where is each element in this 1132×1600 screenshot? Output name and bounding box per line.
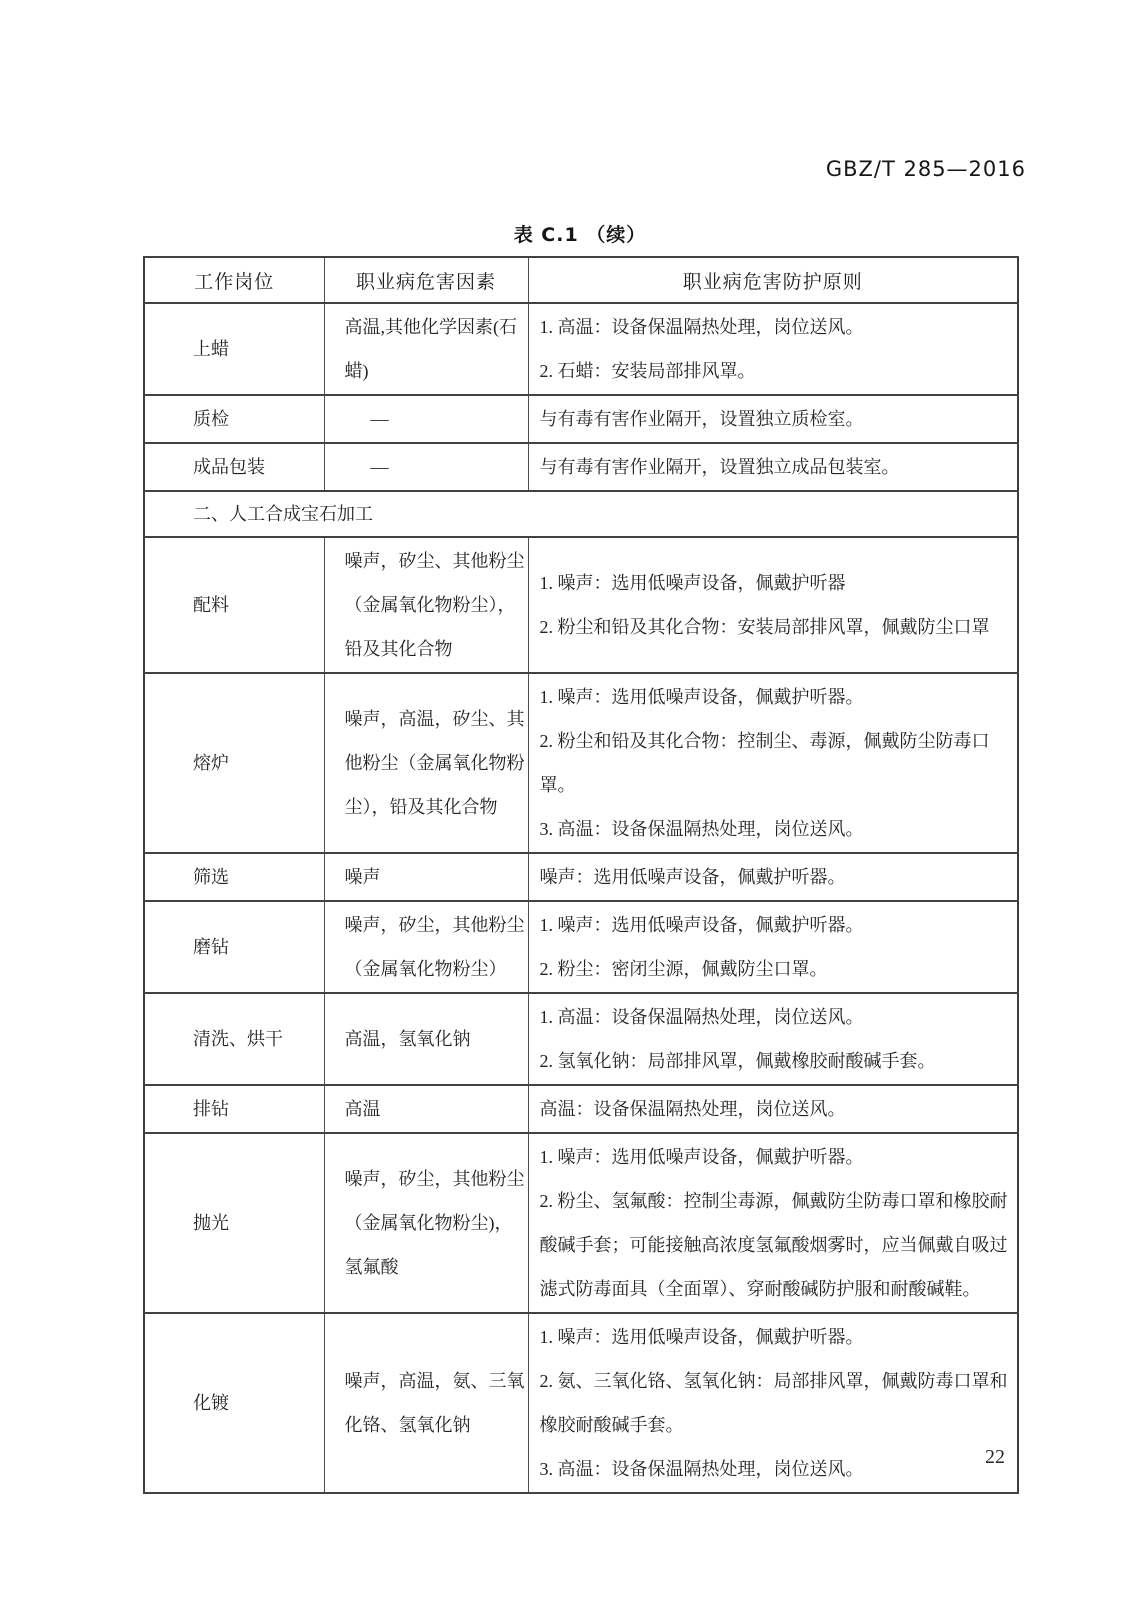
table-title: 表 C.1 （续） [513, 224, 647, 246]
cell-factors [324, 395, 528, 443]
principle-item: 2. 粉尘和铅及其化合物：控制尘、毒源，佩戴防尘防毒口罩。 [539, 731, 990, 795]
cell-principles [528, 443, 1018, 491]
header-row [144, 257, 1018, 303]
cell-position: 磨钻 [144, 901, 324, 993]
cell-position: 筛选 [144, 853, 324, 901]
factors-text: 噪声 [344, 867, 381, 887]
cell-position: 上蜡 [144, 303, 324, 395]
column-header-position: 工作岗位 [144, 257, 324, 303]
table-row [144, 1085, 1018, 1133]
factors-text: 噪声，矽尘，其他粉尘（金属氧化物粉尘） [344, 915, 525, 979]
section-label: 二、人工合成宝石加工 [144, 491, 1018, 537]
principle-item: 高温：设备保温隔热处理，岗位送风。 [539, 1099, 846, 1119]
hazard-table [143, 256, 1019, 1494]
principle-item: 与有毒有害作业隔开，设置独立质检室。 [539, 409, 864, 429]
principle-item: 1. 高温：设备保温隔热处理，岗位送风。 [539, 1007, 864, 1027]
cell-principles [528, 993, 1018, 1085]
page-number: 22 [985, 1446, 1005, 1468]
cell-principles [528, 303, 1018, 395]
factors-text: 噪声，高温，矽尘、其他粉尘（金属氧化物粉尘），铅及其化合物 [344, 709, 525, 817]
principle-item: 2. 粉尘、氢氟酸：控制尘毒源，佩戴防尘防毒口罩和橡胶耐酸碱手套；可能接触高浓度氢氟酸烟雾时，应当佩戴自吸过滤式防毒面具（全面罩）、穿耐酸碱防护服和耐酸碱鞋。 [539, 1191, 1008, 1299]
factors-text: 高温 [344, 1099, 381, 1119]
principle-item: 1. 噪声：选用低噪声设备，佩戴护听器。 [539, 687, 864, 707]
cell-factors [324, 537, 528, 673]
cell-factors [324, 443, 528, 491]
cell-factors [324, 673, 528, 853]
table-row [144, 1133, 1018, 1313]
standard-number: GBZ/T 285—2016 [825, 157, 1026, 181]
cell-factors [324, 1313, 528, 1493]
column-header-factors: 职业病危害因素 [324, 257, 528, 303]
table-row [144, 395, 1018, 443]
principle-item: 噪声：选用低噪声设备，佩戴护听器。 [539, 867, 846, 887]
cell-factors [324, 303, 528, 395]
principle-item: 2. 石蜡：安装局部排风罩。 [539, 361, 756, 381]
table-row [144, 1313, 1018, 1493]
principle-item: 1. 噪声：选用低噪声设备，佩戴护听器。 [539, 1327, 864, 1347]
column-header-principles: 职业病危害防护原则 [528, 257, 1018, 303]
section-row [144, 491, 1018, 537]
cell-factors [324, 993, 528, 1085]
cell-factors [324, 1085, 528, 1133]
table-row [144, 673, 1018, 853]
cell-position: 配料 [144, 537, 324, 673]
cell-factors [324, 901, 528, 993]
cell-position: 化镀 [144, 1313, 324, 1493]
table-row [144, 443, 1018, 491]
factors-text: 噪声，高温，氨、三氧化铬、氢氧化钠 [344, 1371, 525, 1435]
cell-principles [528, 853, 1018, 901]
cell-principles [528, 537, 1018, 673]
principle-item: 3. 高温：设备保温隔热处理，岗位送风。 [539, 819, 864, 839]
cell-position: 成品包装 [144, 443, 324, 491]
cell-position: 排钻 [144, 1085, 324, 1133]
table-row [144, 303, 1018, 395]
principle-item: 1. 噪声：选用低噪声设备，佩戴护听器。 [539, 915, 864, 935]
cell-position: 熔炉 [144, 673, 324, 853]
cell-factors [324, 1133, 528, 1313]
principle-item: 1. 噪声：选用低噪声设备，佩戴护听器。 [539, 1147, 864, 1167]
principle-item: 3. 高温：设备保温隔热处理，岗位送风。 [539, 1459, 864, 1479]
cell-position: 清洗、烘干 [144, 993, 324, 1085]
cell-principles [528, 1133, 1018, 1313]
cell-principles [528, 395, 1018, 443]
principle-item: 2. 粉尘：密闭尘源，佩戴防尘口罩。 [539, 959, 828, 979]
table-row [144, 901, 1018, 993]
table-row [144, 853, 1018, 901]
factors-text: — [370, 409, 389, 429]
table-body [144, 303, 1018, 1493]
cell-position: 质检 [144, 395, 324, 443]
factors-text: 高温，氢氧化钠 [344, 1029, 471, 1049]
cell-factors [324, 853, 528, 901]
principle-item: 2. 氨、三氧化铬、氢氧化钠：局部排风罩，佩戴防毒口罩和橡胶耐酸碱手套。 [539, 1371, 1008, 1435]
cell-principles [528, 1085, 1018, 1133]
cell-position: 抛光 [144, 1133, 324, 1313]
cell-principles [528, 1313, 1018, 1493]
principle-item: 2. 氢氧化钠：局部排风罩，佩戴橡胶耐酸碱手套。 [539, 1051, 936, 1071]
cell-principles [528, 673, 1018, 853]
factors-text: — [370, 457, 389, 477]
table-row [144, 993, 1018, 1085]
factors-text: 噪声，矽尘、其他粉尘（金属氧化物粉尘），铅及其化合物 [344, 551, 525, 659]
factors-text: 噪声，矽尘，其他粉尘（金属氧化物粉尘)，氢氟酸 [344, 1169, 525, 1277]
principle-item: 1. 高温：设备保温隔热处理，岗位送风。 [539, 317, 864, 337]
cell-principles [528, 901, 1018, 993]
principle-item: 与有毒有害作业隔开，设置独立成品包装室。 [539, 457, 900, 477]
principle-item: 2. 粉尘和铅及其化合物：安装局部排风罩，佩戴防尘口罩 [539, 617, 990, 637]
factors-text: 高温,其他化学因素(石蜡) [344, 317, 517, 381]
table-row [144, 537, 1018, 673]
table-header [144, 257, 1018, 303]
principle-item: 1. 噪声：选用低噪声设备，佩戴护听器 [539, 573, 846, 593]
